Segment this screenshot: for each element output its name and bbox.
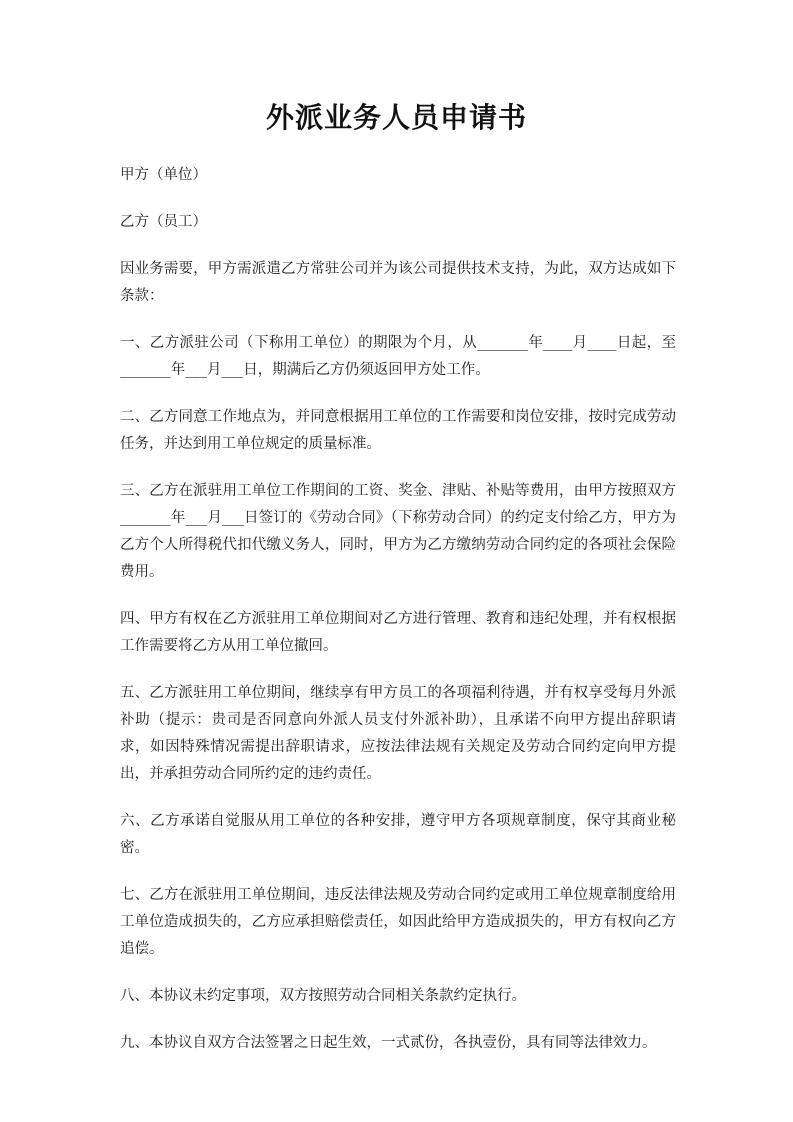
clause-4: 四、甲方有权在乙方派驻用工单位期间对乙方进行管理、教育和违纪处理，并有权根据工作需要将乙方从用工单位撤回。 bbox=[120, 611, 676, 654]
clause-1: 一、乙方派驻公司（下称用工单位）的期限为个月，从_______年____月____日起，至_______年___月___日，期满后乙方仍须返回甲方处工作。 bbox=[120, 335, 676, 378]
clause-3: 三、乙方在派驻用工单位工作期间的工资、奖金、津贴、补贴等费用，由甲方按照双方_______年___月___日签订的《劳动合同》（下称劳动合同）的约定支付给乙方，甲方为乙方个人所得税代扣代缴义务人，同时，甲方为乙方缴纳劳动合同约定的各项社会保险费用。 bbox=[120, 483, 676, 580]
clause-9: 九、本协议自双方合法签署之日起生效，一式贰份，各执壹份，具有同等法律效力。 bbox=[120, 1035, 657, 1051]
clause-2: 二、乙方同意工作地点为，并同意根据用工单位的工作需要和岗位安排，按时完成劳动任务，并达到用工单位规定的质量标准。 bbox=[120, 409, 676, 452]
document-title: 外派业务人员申请书 bbox=[265, 101, 527, 134]
clause-6: 六、乙方承诺自觉服从用工单位的各种安排，遵守甲方各项规章制度，保守其商业秘密。 bbox=[120, 813, 676, 856]
clause-5: 五、乙方派驻用工单位期间，继续享有甲方员工的各项福利待遇，并有权享受每月外派补助（提示：贵司是否同意向外派人员支付外派补助），且承诺不向甲方提出辞职请求，如因特殊情况需提出辞职请求，应按法律法规有关规定及劳动合同约定向甲方提出，并承担劳动合同所约定的违约责任。 bbox=[120, 685, 676, 782]
document-body bbox=[120, 162, 676, 1077]
clause-7: 七、乙方在派驻用工单位期间，违反法律法规及劳动合同约定或用工单位规章制度给用工单位造成损失的，乙方应承担赔偿责任，如因此给甲方造成损失的，甲方有权向乙方追偿。 bbox=[120, 887, 676, 957]
preamble-paragraph: 因业务需要，甲方需派遣乙方常驻公司并为该公司提供技术支持，为此，双方达成如下条款： bbox=[120, 261, 676, 304]
clause-8: 八、本协议未约定事项，双方按照劳动合同相关条款约定执行。 bbox=[120, 988, 526, 1004]
party-b-line: 乙方（员工） bbox=[120, 214, 207, 230]
party-a-line: 甲方（单位） bbox=[120, 167, 207, 183]
